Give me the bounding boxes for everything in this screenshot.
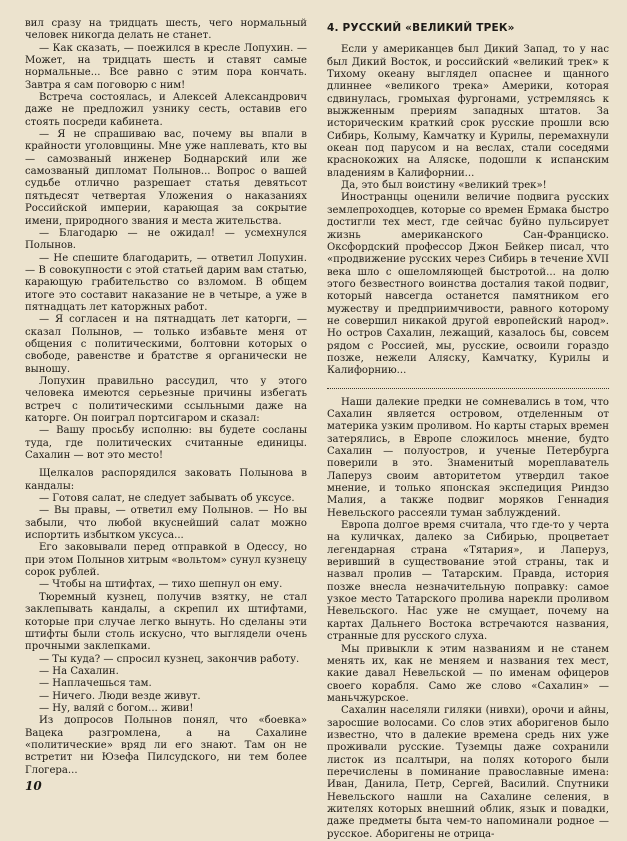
paragraph: — Как сказать, — поежился в кресле Лопухин. — Может, на тридцать шесть и ставят самые нормальные... Все равно с этим пора кончать. Завтра я сам поговорю с ним! (25, 42, 307, 91)
right-column (327, 18, 610, 840)
dotted-divider (327, 388, 609, 389)
section-body-text (327, 397, 609, 841)
paragraph: Наши далекие предки не сомневались в том, что Сахалин является островом, отделенным от материка узким проливом. Но карты старых времен затерялись, в Европе сложилось мнение, будто Сахалин — полуостров, и ученые Петербурга поверили в это. Знаменитый мореплаватель Лаперуз своим авторитетом утвердил такое мнение, и только японская экспедиция Риндзо Малия, а также подвиг моряков Геннадия Невельского рассеяли туман заблуждений. (327, 396, 609, 519)
paragraph: Из допросов Полынов понял, что «боевка» Вацека разгромлена, а на Сахалине «политические» вряд ли его знают. Там он не встретит ни Юзефа Пилсудского, ни тем более Глогера... (25, 715, 307, 776)
paragraph: Европа долгое время считала, что где-то у черта на куличках, далеко за Сибирью, процветает легендарная страна «Тятария», и Лаперуз, веривший в существование этой страны, так и назвал пролив — Татарским. Правда, история позже внесла незначительную поправку: самое узкое место Татарского пролива нарекли проливом Невельского. Нас уже не смущает, почему на картах Дальнего Востока встречаются названия, странные для русского слуха. (327, 520, 609, 643)
paragraph: Его заковывали перед отправкой в Одессу, но при этом Полынов хитрым «вольтом» сунул кузнецу сорок рублей. (25, 542, 307, 579)
section-intro-text (327, 44, 609, 377)
paragraph: — Благодарю — не ожидал! — усмехнулся Полынов. (25, 227, 307, 252)
page-number: 10 (25, 779, 42, 793)
paragraph: — Ну, валяй с богом... живи! (39, 702, 194, 714)
paragraph: вил сразу на тридцать шесть, чего нормальный человек никогда делать не станет. (25, 18, 307, 42)
paragraph: — Наплачешься там. (39, 678, 152, 690)
paragraph: — На Сахалин. (39, 665, 119, 677)
paragraph: Иностранцы оценили величие подвига русских землепроходцев, которые со времен Ермака быстро достигли тех мест, где сейчас буйно пульсирует жизнь американского Сан-Франциско. Оксфордский профессор Джон Бейкер писал, что «продвижение русских через Сибирь в течение XVII века шло с ошеломляющей быстротой... на долю этого безвестного воинства досталия такой подвиг, который навсегда останется памятником его мужеству и предприимчивости, равного которому не совершил никакой другой европейский народ». Но остров Сахалин, лежащий, казалось бы, совсем рядом с Россией, мы, русские, освоили гораздо позже, нежели Аляску, Камчатку, Курилы и Калифорнию... (327, 192, 610, 377)
paragraph: Щелкалов распорядился заковать Полынова в кандалы: (25, 468, 307, 492)
paragraph: — Я не спрашиваю вас, почему вы впали в крайности уголовщины. Мне уже наплевать, кто вы — самозваный инженер Боднарский или же самозваный дипломат Полынов... Вопрос о вашей судьбе отлично разрешает статья девятьсот пятьдесят четвертая Уложения о наказаниях Российской империи, карающая за сокрытие имени, природного звания и места жительства. (25, 129, 307, 227)
left-column (25, 18, 307, 784)
paragraph: — Готовя салат, не следует забывать об уксусе. (39, 493, 295, 505)
paragraph: Лопухин правильно рассудил, что у этого человека имеются серьезные причины избегать встреч с политическими ссыльными даже на каторге. Он поиграл портсигаром и сказал: (25, 375, 307, 424)
paragraph: Мы привыкли к этим названиям и не станем менять их, как не меняем и названия тех мест, какие давал Невельской — по именам офицеров своего корабля. Само же слово «Сахалин» — маньчжурское. (327, 643, 609, 704)
paragraph: — Я согласен и на пятнадцать лет каторги, — сказал Полынов, — только избавьте меня от общения с политическими, болтовни которых о свободе, равенстве и братстве я органически не выношу. (25, 314, 307, 375)
section-heading: 4. РУССКИЙ «ВЕЛИКИЙ ТРЕК» (327, 22, 515, 34)
paragraph: — Не спешите благодарить, — ответил Лопухин. — В совокупности с этой статьей дарим вам статью, карающую грабительство со взломом. В общем итоге это составит наказание не в четыре, а уже в пятнадцать лет каторжных работ. (25, 252, 307, 313)
paragraph: — Чтобы на штифтах, — тихо шепнул он ему. (39, 579, 283, 591)
paragraph: — Ничего. Люди везде живут. (39, 690, 201, 702)
paragraph: — Вашу просьбу исполню: вы будете сосланы туда, где политических считанные единицы. Сахалин — вот это место! (25, 425, 307, 462)
paragraph: Да, это был воистину «великий трек»! (341, 180, 547, 192)
paragraph: Встреча состоялась, и Алексей Александрович даже не предложил узнику сесть, оставив его стоять посреди кабинета. (25, 92, 307, 128)
paragraph: — Ты куда? — спросил кузнец, закончив работу. (39, 653, 300, 665)
paragraph: Если у американцев был Дикий Запад, то у нас был Дикий Восток, и российский «великий трек» к Тихому океану выглядел опаснее и щанного длиннее «великого трека» Америки, которая сдвинулась, громыхая фургонами, устремляясь к выжженным прериям западных штатов. За историческим краткий срок русские прошли всю Сибирь, Колыму, Камчатку и Курилы, перемахнули океан под парусом и на веслах, стали соседями краснокожих на Аляске, подошли к испанским владениям в Калифорнии... (327, 44, 609, 179)
paragraph: Тюремный кузнец, получив взятку, не стал заклепывать кандалы, а скрепил их штифтами, которые при случае легко вынуть. Но сделаны эти штифты были столь искусно, что выглядели очень прочными заклепками. (25, 591, 307, 653)
paragraph: Сахалин населяли гиляки (нивхи), орочи и айны, заросшие волосами. Со слов этих аборигенов было известно, что в далекие времена средь них уже проживали русские. Туземцы даже сохранили листок из псалтыри, на полях которого были перечислены в поминание православные имена: Иван, Данила, Петр, Сергей, Василий. Спутники Невельского нашли на Сахалине селения, в жителях которых внешний облик, язык и повадки, даже предметы быта чем-то напоминали родное — русское. Аборигены не отрица- (327, 705, 609, 840)
paragraph: — Вы правы, — ответил ему Полынов. — Но вы забыли, что любой вкуснейший салат можно испортить избытком уксуса... (25, 505, 307, 542)
